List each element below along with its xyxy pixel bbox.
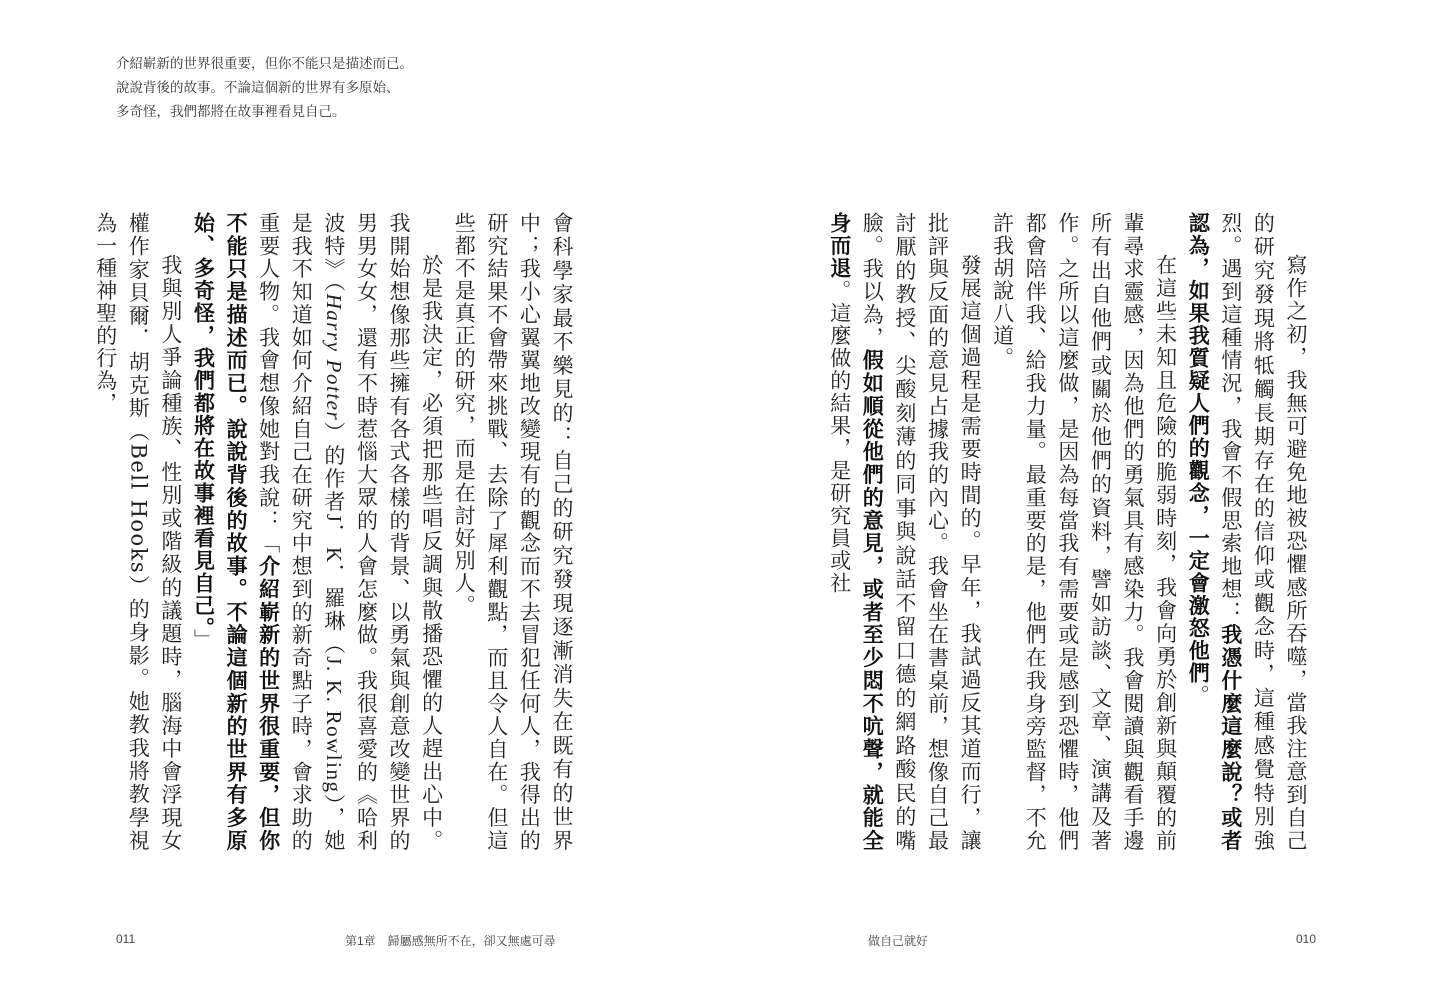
right-paragraph-2: 在這些未知且危險的脆弱時刻，我會向勇於創新與顛覆的前輩尋求靈感，因為他們的勇氣具有感染力。我會閱讀與觀看手邊所有出自他們或關於他們的資料，譬如訪談、文章、演講及著作。之所以這麼做，是因為每當我有需要或是感到恐懼時，他們都會陪伴我、給我力量。最重要的是，他們在我身旁監督，不允許我胡說八道。	[990, 212, 1178, 852]
left-paragraph-2	[187, 212, 448, 852]
bold-text-run: 我憑什麼這麼說？或者認為，如果我質疑人們的觀念，一定會激怒他們	[1186, 212, 1244, 853]
text-run: ，她是我不知道如何介紹自己在研究中想到的新奇點子時，會求助的重要人物。我會想像她對我說：「	[256, 212, 346, 853]
author-name: J．K．羅琳（J. K. Rowling）	[321, 513, 346, 807]
text-run: ）的作者	[321, 421, 346, 514]
right-page-number: 010	[1296, 932, 1317, 946]
text-run: 」	[191, 629, 216, 652]
left-paragraph-3: 我與別人爭論種族、性別或階級的議題時，腦海中會浮現女權作家貝爾．胡克斯（Bell Hooks）的身影。她教我將教學視為一種神聖的行為，	[93, 212, 183, 852]
epigraph-line-3: 多奇怪，我們都將在故事裡看見自己。	[116, 104, 346, 120]
right-page-body	[827, 212, 1312, 932]
left-running-head: 第1章 歸屬感無所不在，卻又無處可尋	[345, 934, 556, 948]
right-running-head: 做自己就好	[868, 934, 929, 948]
bold-quote: 介紹嶄新的世界很重要，但你不能只是描述而已。說說背後的故事。不論這個新的世界有多原始、多奇怪，我們都將在故事裡看見自己。	[191, 212, 282, 853]
text-run: 發展這個過程是需要時間的。早年，我試過反其道而行，讓批評與反面的意見占據我的內心。我會坐在書桌前，想像自己最討厭的教授、尖酸刻薄的同事與說話不留口德的網路酸民的嘴臉。我以為，	[860, 212, 983, 852]
epigraph-line-2: 說說背後的故事。不論這個新的世界有多原始、	[116, 80, 400, 96]
left-page-number: 011	[116, 932, 136, 946]
text-run: 。	[1186, 684, 1211, 707]
text-run: 。這麼做的結果，是研究員或社	[827, 279, 852, 595]
text-run: 寫作之初，我無可避免地被恐懼感所吞噬，當我注意到自己的研究發現將牴觸長期存在的信仰或觀念時，這種感覺特別強烈。遇到這種情況，我會不假思索地想：	[1218, 212, 1308, 852]
bold-text-run: 假如順從他們的意見，或者至少悶不吭聲，就能全身而退	[827, 212, 886, 853]
text-run: 於是我決定，必須把那些唱反調與散播恐懼的人趕出心中。我開始想像那些擁有各式各樣的背景、以勇氣與創意改變世界的男男女女，還有不時惹惱大眾的人會怎麼做。我很喜愛的《哈利波特》（	[321, 212, 444, 852]
right-paragraph-3	[823, 212, 986, 852]
epigraph-line-1: 介紹嶄新的世界很重要，但你不能只是描述而已。	[116, 56, 413, 72]
right-paragraph-1	[1182, 212, 1312, 852]
book-title: Harry Potter	[321, 293, 346, 422]
left-paragraph-1: 會科學家最不樂見的：自己的研究發現逐漸消失在既有的世界中；我小心翼翼地改變現有的觀念而不去冒犯任何人，我得出的研究結果不會帶來挑戰、去除了犀利觀點，而且令人自在。但這些都不是真正的研究，而是在討好別人。	[452, 212, 574, 852]
left-page-body	[93, 212, 578, 932]
epigraph	[116, 52, 456, 124]
